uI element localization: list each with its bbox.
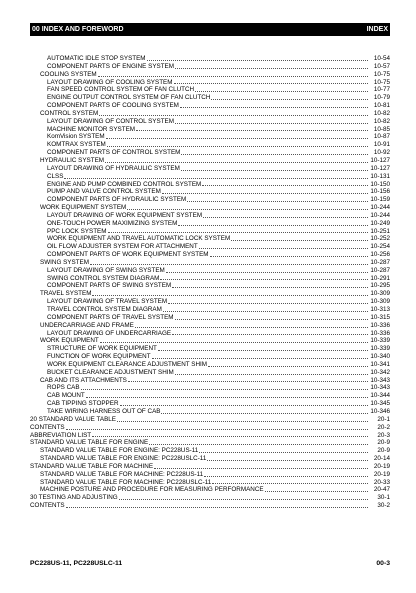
toc-entry[interactable] xyxy=(30,306,390,314)
toc-leader-dots xyxy=(108,228,368,236)
toc-leader-dots xyxy=(211,94,368,102)
toc-entry-page: 10-82 xyxy=(373,109,390,117)
toc-entry-title: OIL FLOW ADJUSTER SYSTEM FOR ATTACHMENT xyxy=(47,243,198,251)
toc-entry-title: STANDARD VALUE TABLE FOR ENGINE: PC228USLC-11 xyxy=(40,455,207,463)
toc-entry[interactable] xyxy=(30,149,390,157)
toc-entry-page: 10-346 xyxy=(370,407,390,415)
toc-entry-page: 10-313 xyxy=(370,306,390,313)
toc-entry[interactable] xyxy=(30,314,390,322)
toc-leader-dots xyxy=(187,196,368,204)
toc-entry-title: COMPONENT PARTS OF ENGINE SYSTEM xyxy=(47,62,175,70)
toc-entry-page: 10-336 xyxy=(370,329,390,337)
toc-entry-title: STANDARD VALUE TABLE FOR ENGINE: PC228US-11 xyxy=(40,447,199,455)
toc-entry-title: AUTOMATIC IDLE STOP SYSTEM xyxy=(47,55,146,62)
toc-entry-page: 20-19 xyxy=(373,462,390,470)
toc-entry-page: 10-343 xyxy=(370,384,390,392)
toc-entry[interactable] xyxy=(30,361,390,369)
toc-entry[interactable] xyxy=(30,447,390,455)
toc-entry[interactable] xyxy=(30,110,390,118)
toc-entry[interactable] xyxy=(30,392,390,400)
toc-entry[interactable] xyxy=(30,157,390,165)
toc-entry-page: 10-249 xyxy=(370,219,390,227)
toc-entry[interactable] xyxy=(30,432,390,440)
toc-entry-page: 20-2 xyxy=(377,423,390,431)
toc-entry-page: 10-252 xyxy=(370,235,390,243)
toc-entry-title: CAB MOUNT xyxy=(47,392,85,400)
toc-entry-title: CONTENTS xyxy=(30,423,65,431)
toc-entry-title: LAYOUT DRAWING OF COOLING SYSTEM xyxy=(47,78,173,86)
toc-entry[interactable] xyxy=(30,173,390,181)
toc-entry[interactable] xyxy=(30,63,390,71)
toc-leader-dots xyxy=(163,306,368,314)
toc-leader-dots xyxy=(207,455,368,463)
toc-entry-page: 10-75 xyxy=(373,70,390,78)
toc-entry-page: 10-256 xyxy=(370,251,390,259)
toc-entry[interactable] xyxy=(30,220,390,228)
toc-entry-page: 10-340 xyxy=(370,353,390,361)
toc-entry[interactable] xyxy=(30,322,390,330)
toc-entry[interactable] xyxy=(30,243,390,251)
toc-entry-page: 10-156 xyxy=(370,188,390,196)
toc-entry[interactable] xyxy=(30,439,390,447)
toc-leader-dots xyxy=(204,471,368,479)
toc-entry-title: STANDARD VALUE TABLE FOR MACHINE: PC228USLC-11 xyxy=(40,478,212,486)
toc-entry-page: 10-150 xyxy=(370,180,390,188)
toc-entry-title: BUCKET CLEARANCE ADJUSTMENT SHIM xyxy=(47,368,174,376)
toc-entry[interactable] xyxy=(30,353,390,361)
toc-leader-dots xyxy=(119,494,368,502)
toc-entry[interactable] xyxy=(30,298,390,306)
toc-entry[interactable] xyxy=(30,235,390,243)
toc-entry-page: 10-81 xyxy=(373,102,390,110)
footer-model-names: PC228US-11, PC228USLC-11 xyxy=(30,560,123,567)
toc-entry-page: 10-336 xyxy=(370,321,390,329)
toc-entry-title: CAB TIPPING STOPPER xyxy=(47,400,119,408)
toc-entry-page: 20-1 xyxy=(377,415,390,423)
toc-entry-title: SWING CONTROL SYSTEM DIAGRAM xyxy=(47,274,160,282)
toc-entry[interactable] xyxy=(30,79,390,87)
toc-entry-page: 10-82 xyxy=(373,117,390,125)
toc-leader-dots xyxy=(136,126,368,134)
toc-leader-dots xyxy=(81,384,368,392)
toc-entry-page: 10-254 xyxy=(370,243,390,251)
toc-leader-dots xyxy=(162,188,368,196)
toc-entry[interactable] xyxy=(30,486,390,494)
toc-entry-page: 10-75 xyxy=(373,78,390,86)
toc-leader-dots xyxy=(147,55,368,63)
toc-entry[interactable] xyxy=(30,212,390,220)
toc-entry-page: 10-291 xyxy=(370,274,390,282)
toc-entry-page: 10-341 xyxy=(370,360,390,368)
toc-entry-title: COMPONENT PARTS OF HYDRAULIC SYSTEM xyxy=(47,196,187,204)
toc-leader-dots xyxy=(168,298,368,306)
toc-entry[interactable] xyxy=(30,330,390,338)
toc-entry-title: 30 TESTING AND ADJUSTING xyxy=(30,494,118,502)
toc-entry-title: WORK EQUIPMENT CLEARANCE ADJUSTMENT SHIM xyxy=(47,360,208,368)
toc-entry-title: LAYOUT DRAWING OF WORK EQUIPMENT SYSTEM xyxy=(47,211,203,219)
toc-entry[interactable] xyxy=(30,494,390,502)
toc-entry[interactable] xyxy=(30,165,390,173)
toc-entry-page: 10-54 xyxy=(373,55,390,62)
toc-leader-dots xyxy=(107,141,368,149)
toc-entry-page: 10-339 xyxy=(370,337,390,345)
toc-leader-dots xyxy=(120,400,368,408)
toc-entry-page: 20-33 xyxy=(373,478,390,486)
toc-entry-title: COMPONENT PARTS OF SWING SYSTEM xyxy=(47,282,172,290)
toc-entry[interactable] xyxy=(30,463,390,471)
toc-entry-title: WORK EQUIPMENT SYSTEM xyxy=(40,204,127,212)
toc-entry-title: PUMP AND VALVE CONTROL SYSTEM xyxy=(47,188,161,196)
toc-leader-dots xyxy=(174,79,368,87)
toc-leader-dots xyxy=(265,486,368,494)
toc-leader-dots xyxy=(99,110,368,118)
toc-entry[interactable] xyxy=(30,133,390,141)
toc-entry-page: 20-3 xyxy=(377,431,390,439)
toc-entry-page: 20-14 xyxy=(373,455,390,463)
toc-leader-dots xyxy=(154,463,368,471)
toc-entry-title: STANDARD VALUE TABLE FOR MACHINE: PC228US-11 xyxy=(40,470,204,478)
toc-entry-title: LAYOUT DRAWING OF HYDRAULIC SYSTEM xyxy=(47,164,180,172)
toc-entry[interactable] xyxy=(30,337,390,345)
toc-leader-dots xyxy=(202,181,368,189)
toc-leader-dots xyxy=(161,408,368,416)
toc-leader-dots xyxy=(98,71,368,79)
toc-entry-title: PPC LOCK SYSTEM xyxy=(47,227,107,235)
toc-entry-page: 10-309 xyxy=(370,298,390,306)
toc-entry-page: 10-85 xyxy=(373,125,390,133)
toc-entry[interactable] xyxy=(30,55,390,63)
toc-entry-page: 10-344 xyxy=(370,392,390,400)
toc-leader-dots xyxy=(181,165,368,173)
toc-entry[interactable] xyxy=(30,290,390,298)
toc-entry-page: 10-343 xyxy=(370,376,390,384)
toc-entry-title: STANDARD VALUE TABLE FOR MACHINE xyxy=(30,462,154,470)
toc-entry[interactable] xyxy=(30,424,390,432)
toc-leader-dots xyxy=(195,86,368,94)
toc-leader-dots xyxy=(175,63,368,71)
toc-entry-title: WORK EQUIPMENT xyxy=(40,337,99,345)
toc-entry[interactable] xyxy=(30,479,390,487)
toc-entry-title: CONTROL SYSTEM xyxy=(40,109,99,117)
toc-entry[interactable] xyxy=(30,455,390,463)
toc-entry[interactable] xyxy=(30,416,390,424)
toc-entry-title: STANDARD VALUE TABLE FOR ENGINE xyxy=(30,439,149,447)
header-index-label: INDEX xyxy=(366,26,388,33)
toc-entry-page: 10-91 xyxy=(373,141,390,149)
toc-entry[interactable] xyxy=(30,267,390,275)
toc-entry[interactable] xyxy=(30,196,390,204)
toc-entry-title: 20 STANDARD VALUE TABLE xyxy=(30,415,116,423)
toc-entry-page: 10-127 xyxy=(370,156,390,164)
toc-leader-dots xyxy=(175,314,368,322)
toc-entry-page: 10-87 xyxy=(373,133,390,141)
toc-entry[interactable] xyxy=(30,408,390,416)
toc-leader-dots xyxy=(208,361,368,369)
toc-leader-dots xyxy=(199,447,368,455)
toc-entry-title: COMPONENT PARTS OF TRAVEL SYSTEM xyxy=(47,313,174,321)
toc-entry-title: KOMTRAX SYSTEM xyxy=(47,141,106,149)
toc-entry-title: FUNCTION OF WORK EQUIPMENT xyxy=(47,353,151,361)
toc-entry[interactable] xyxy=(30,86,390,94)
page-header xyxy=(30,23,390,36)
toc-entry-page: 30-1 xyxy=(377,494,390,502)
toc-leader-dots xyxy=(158,345,368,353)
toc-entry-page: 20-47 xyxy=(373,486,390,494)
toc-entry-title: WORK EQUIPMENT AND TRAVEL AUTOMATIC LOCK SYSTEM xyxy=(47,235,231,243)
toc-entry-title: COMPONENT PARTS OF WORK EQUIPMENT SYSTEM xyxy=(47,251,209,259)
toc-entry-title: LAYOUT DRAWING OF TRAVEL SYSTEM xyxy=(47,298,168,306)
toc-entry-page: 10-127 xyxy=(370,164,390,172)
toc-entry[interactable] xyxy=(30,188,390,196)
toc-entry[interactable] xyxy=(30,377,390,385)
toc-leader-dots xyxy=(66,502,368,510)
toc-leader-dots xyxy=(231,235,368,243)
toc-entry-title: TRAVEL SYSTEM xyxy=(40,290,92,298)
toc-entry-title: KomVision SYSTEM xyxy=(47,133,105,141)
toc-entry-page: 10-287 xyxy=(370,266,390,274)
toc-leader-dots xyxy=(117,416,368,424)
toc-entry-page: 10-315 xyxy=(370,313,390,321)
toc-entry-title: ENGINE OUTPUT CONTROL SYSTEM OF FAN CLUTCH xyxy=(47,94,211,102)
toc-leader-dots xyxy=(172,282,368,290)
toc-leader-dots xyxy=(128,377,368,385)
toc-entry-title: COMPONENT PARTS OF COOLING SYSTEM xyxy=(47,102,179,110)
toc-entry-page: 10-131 xyxy=(370,172,390,180)
toc-entry-title: STRUCTURE OF WORK EQUIPMENT xyxy=(47,345,157,353)
header-section-title: 00 INDEX AND FOREWORD xyxy=(32,26,124,33)
toc-entry-page: 10-251 xyxy=(370,227,390,235)
toc-entry-title: MACHINE MONITOR SYSTEM xyxy=(47,125,136,133)
toc-entry[interactable] xyxy=(30,369,390,377)
toc-entry[interactable] xyxy=(30,181,390,189)
toc-leader-dots xyxy=(212,479,368,487)
toc-entry-title: UNDERCARRIAGE AND FRAME xyxy=(40,321,134,329)
toc-leader-dots xyxy=(100,337,368,345)
toc-entry-page: 10-295 xyxy=(370,282,390,290)
toc-entry-page: 10-159 xyxy=(370,196,390,204)
toc-leader-dots xyxy=(175,118,368,126)
toc-entry-page: 20-19 xyxy=(373,470,390,478)
toc-entry[interactable] xyxy=(30,94,390,102)
toc-entry-title: COOLING SYSTEM xyxy=(40,70,97,78)
toc-entry[interactable] xyxy=(30,471,390,479)
toc-entry-page: 10-345 xyxy=(370,400,390,408)
toc-entry[interactable] xyxy=(30,141,390,149)
toc-entry[interactable] xyxy=(30,502,390,510)
toc-entry-title: ROPS CAB xyxy=(47,384,80,392)
toc-leader-dots xyxy=(106,133,368,141)
toc-entry[interactable] xyxy=(30,345,390,353)
toc-entry[interactable] xyxy=(30,118,390,126)
toc-entry[interactable] xyxy=(30,400,390,408)
toc-entry[interactable] xyxy=(30,126,390,134)
toc-entry-title: MACHINE POSTURE AND PROCEDURE FOR MEASURING PERFORMANCE xyxy=(40,486,264,494)
toc-leader-dots xyxy=(199,243,368,251)
toc-entry-title: CAB AND ITS ATTACHMENTS xyxy=(40,376,127,384)
toc-leader-dots xyxy=(149,439,368,447)
toc-leader-dots xyxy=(172,330,368,338)
toc-leader-dots xyxy=(64,173,368,181)
toc-entry[interactable] xyxy=(30,102,390,110)
toc-entry-title: TAKE WIRING HARNESS OUT OF CAB xyxy=(47,407,161,415)
toc-entry-title: CLSS xyxy=(47,172,64,180)
toc-leader-dots xyxy=(90,259,368,267)
toc-entry-page: 10-339 xyxy=(370,345,390,353)
toc-leader-dots xyxy=(180,102,368,110)
toc-entry-title: LAYOUT DRAWING OF UNDERCARRIAGE xyxy=(47,329,172,337)
toc-entry-title: LAYOUT DRAWING OF CONTROL SYSTEM xyxy=(47,117,174,125)
toc-leader-dots xyxy=(160,275,368,283)
toc-entry-page: 10-77 xyxy=(373,86,390,94)
toc-leader-dots xyxy=(135,322,368,330)
toc-entry-page: 10-309 xyxy=(370,290,390,298)
toc-entry-page: 10-57 xyxy=(373,62,390,70)
toc-entry-title: TRAVEL CONTROL SYSTEM DIAGRAM xyxy=(47,306,162,313)
toc-entry[interactable] xyxy=(30,275,390,283)
toc-entry[interactable] xyxy=(30,259,390,267)
toc-entry-page: 10-342 xyxy=(370,368,390,376)
footer-page-number: 00-3 xyxy=(376,560,390,567)
toc-leader-dots xyxy=(66,424,368,432)
toc-entry-page: 10-92 xyxy=(373,149,390,157)
toc-leader-dots xyxy=(178,220,368,228)
toc-leader-dots xyxy=(166,267,368,275)
toc-entry-title: CONTENTS xyxy=(30,502,65,510)
toc-entry-title: HYDRAULIC SYSTEM xyxy=(40,156,105,164)
toc-entry-title: SWING SYSTEM xyxy=(40,258,89,266)
toc-entry-title: ABBREVIATION LIST xyxy=(30,431,92,439)
toc-entry-page: 20-9 xyxy=(377,447,390,455)
toc-entry-title: ENGINE AND PUMP COMBINED CONTROL SYSTEM xyxy=(47,180,202,188)
toc-entry[interactable] xyxy=(30,228,390,236)
toc-entry-title: LAYOUT DRAWING OF SWING SYSTEM xyxy=(47,266,165,274)
toc-entry[interactable] xyxy=(30,71,390,79)
toc-leader-dots xyxy=(86,392,368,400)
toc-entry-page: 30-2 xyxy=(377,502,390,510)
toc-entry[interactable] xyxy=(30,251,390,259)
toc-entry-title: COMPONENT PARTS OF CONTROL SYSTEM xyxy=(47,149,181,157)
toc-leader-dots xyxy=(152,353,368,361)
toc-leader-dots xyxy=(175,369,368,377)
toc-leader-dots xyxy=(105,157,368,165)
toc-entry-page: 10-244 xyxy=(370,211,390,219)
toc-entry-page: 10-244 xyxy=(370,204,390,212)
toc-entry-page: 10-79 xyxy=(373,94,390,102)
toc-entry-page: 10-287 xyxy=(370,258,390,266)
toc-leader-dots xyxy=(203,212,368,220)
toc-leader-dots xyxy=(210,251,368,259)
page-footer xyxy=(30,560,390,570)
table-of-contents xyxy=(30,55,390,510)
toc-leader-dots xyxy=(127,204,368,212)
toc-entry[interactable] xyxy=(30,204,390,212)
toc-entry-page: 20-9 xyxy=(377,439,390,447)
toc-entry[interactable] xyxy=(30,384,390,392)
toc-entry-title: ONE-TOUCH POWER MAXIMIZING SYSTEM xyxy=(47,219,178,227)
toc-leader-dots xyxy=(92,432,368,440)
toc-leader-dots xyxy=(92,290,368,298)
toc-leader-dots xyxy=(181,149,368,157)
toc-entry-title: FAN SPEED CONTROL SYSTEM OF FAN CLUTCH xyxy=(47,86,195,94)
toc-entry[interactable] xyxy=(30,282,390,290)
